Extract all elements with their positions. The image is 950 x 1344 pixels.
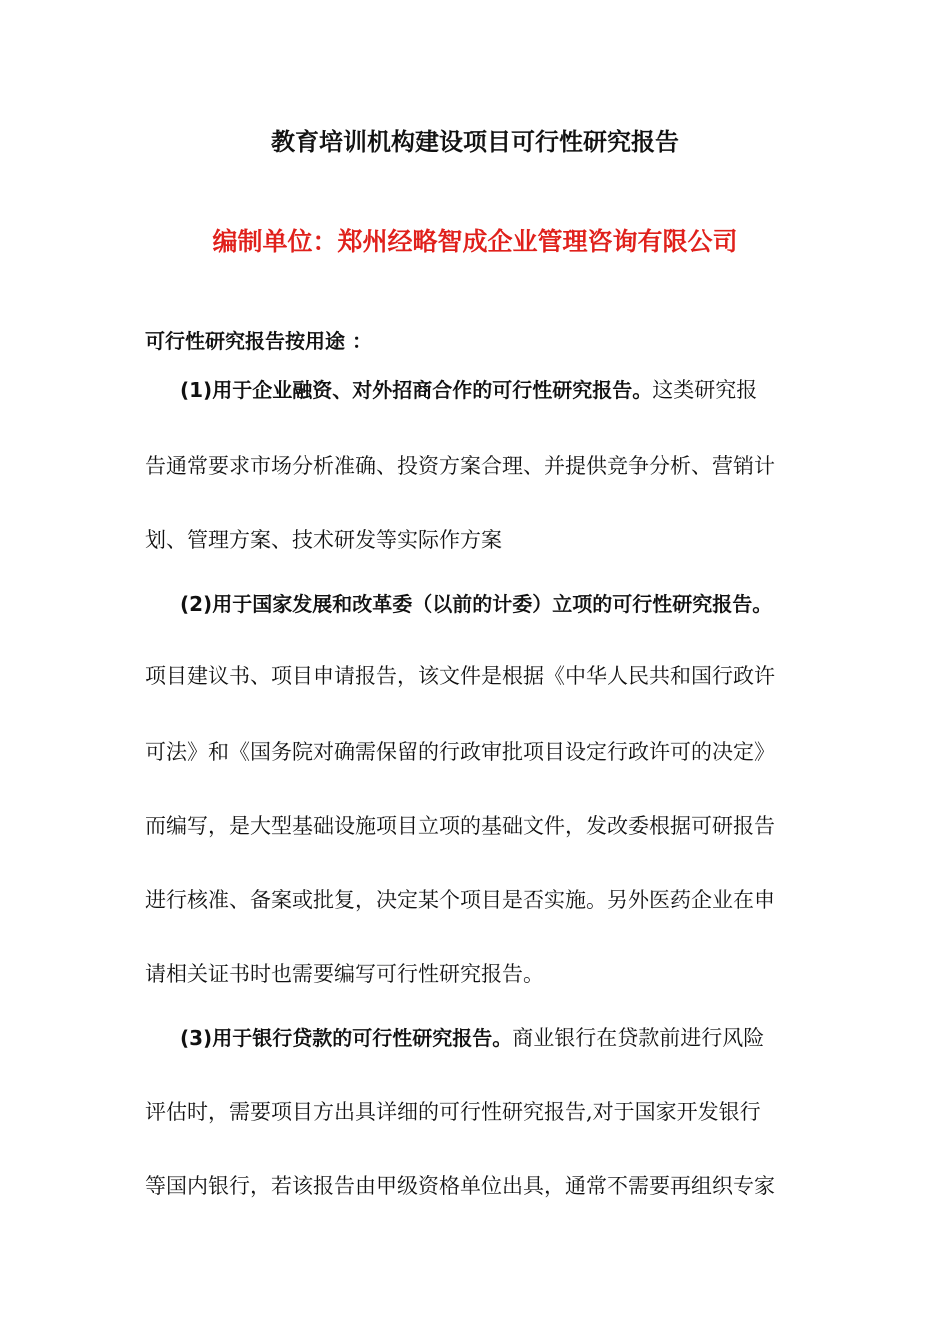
section-3-line-1 [180,1022,820,1054]
section-3-line-2: 评估时，需要项目方出具详细的可行性研究报告,对于国家开发银行 [145,1100,761,1124]
section-1-bold-heading: (1)用于企业融资、对外招商合作的可行性研究报告。 [180,378,653,402]
section-2-line-3: 可法》和《国务院对确需保留的行政审批项目设定行政许可的决定》 [145,740,775,764]
compiling-organization: 编制单位：郑州经略智成企业管理咨询有限公司 [212,227,738,256]
section-2-line-2: 项目建议书、项目申请报告，该文件是根据《中华人民共和国行政许 [145,664,775,688]
section-1-line-2: 告通常要求市场分析准确、投资方案合理、并提供竞争分析、营销计 [145,454,775,478]
section-2-line-5: 进行核准、备案或批复，决定某个项目是否实施。另外医药企业在申 [145,888,775,912]
section-1-line-3: 划、管理方案、技术研发等实际作方案 [145,528,502,552]
section-1-text: 这类研究报 [652,378,758,402]
document-title: 教育培训机构建设项目可行性研究报告 [271,128,679,156]
section-2-line-6: 请相关证书时也需要编写可行性研究报告。 [145,962,544,986]
usage-heading: 可行性研究报告按用途 ： [145,329,372,353]
section-3-text: 商业银行在贷款前进行风险 [512,1026,765,1050]
section-2-line-1 [180,588,820,620]
section-2-line-4: 而编写，是大型基础设施项目立项的基础文件，发改委根据可研报告 [145,814,775,838]
section-3-line-3: 等国内银行，若该报告由甲级资格单位出具，通常不需要再组织专家 [145,1174,775,1198]
section-1-line-1 [180,374,820,406]
section-3-bold-heading: (3)用于银行贷款的可行性研究报告。 [180,1026,513,1050]
section-2-bold-heading: (2)用于国家发展和改革委（以前的计委）立项的可行性研究报告。 [180,592,773,616]
